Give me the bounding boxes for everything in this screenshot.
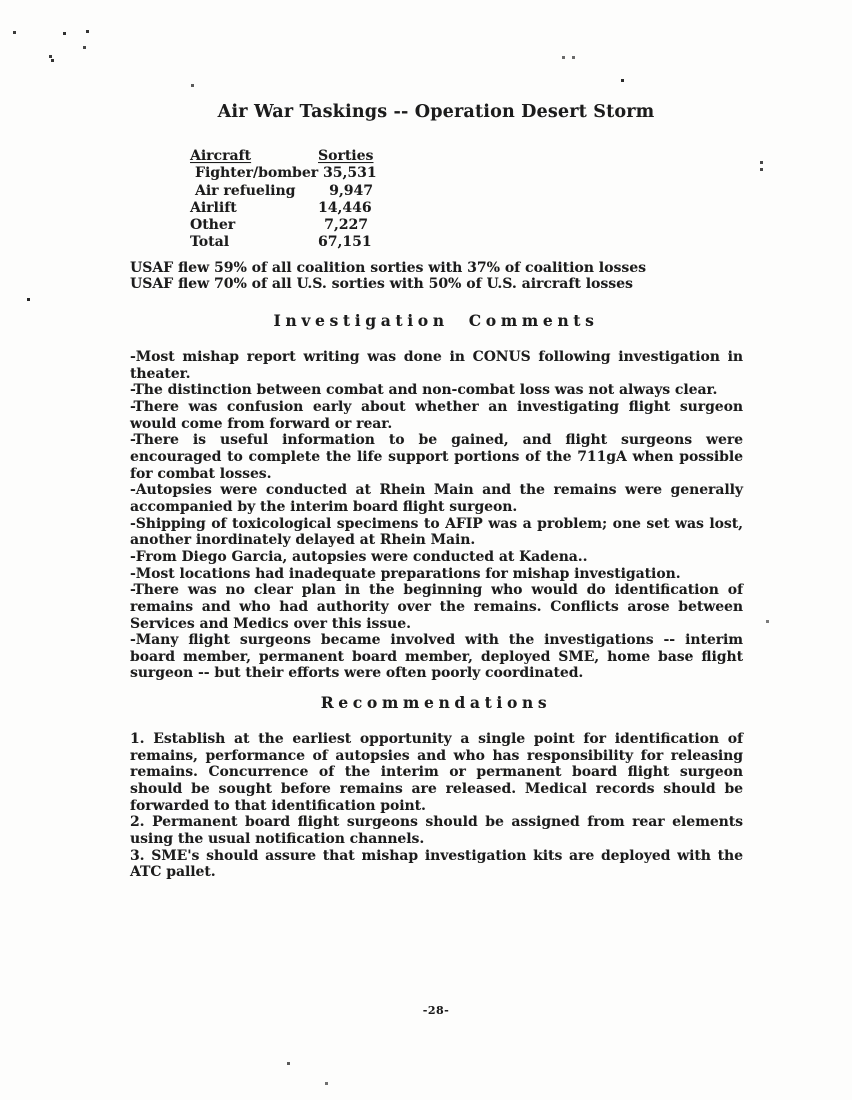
aircraft-cell: Airlift xyxy=(190,199,237,216)
summary-line: USAF flew 59% of all coalition sorties with 37% of coalition losses xyxy=(130,260,647,276)
recommendation-paragraph: 3. SME's should assure that mishap investigation kits are deployed with the ATC pallet. xyxy=(130,847,743,881)
sorties-cell: 35,531 xyxy=(323,165,377,182)
aircraft-cell: Fighter/bomber xyxy=(195,165,319,182)
sorties-table-header xyxy=(190,148,373,165)
column-header-sorties: Sorties xyxy=(318,148,374,164)
comment-paragraph: -From Diego Garcia, autopsies were conducted at Kadena.. xyxy=(130,548,588,565)
comment-paragraph: -Shipping of toxicological specimens to AFIP was a problem; one set was lost, another inordinately delayed at Rhein Main. xyxy=(130,515,743,549)
comment-paragraph: -Most mishap report writing was done in CONUS following investigation in theater. xyxy=(130,349,743,382)
aircraft-cell: Other xyxy=(190,217,236,234)
section-heading-recommendations: Recommendations xyxy=(320,693,552,712)
sorties-cell: 14,446 xyxy=(318,199,372,216)
recommendations-body xyxy=(130,731,743,881)
comment-paragraph: -There is useful information to be gained, and flight surgeons were encouraged to complete the life support portions of the 711gA when possible for combat losses. xyxy=(130,432,743,482)
document-title: Air War Taskings -- Operation Desert Storm xyxy=(217,102,655,122)
comment-paragraph: -Autopsies were conducted at Rhein Main and the remains were generally accompanied by the interim board flight surgeon. xyxy=(130,482,743,515)
summary-line: USAF flew 70% of all U.S. sorties with 50% of U.S. aircraft losses xyxy=(130,275,633,292)
comment-paragraph: -There was confusion early about whether an investigating flight surgeon would come from forward or rear. xyxy=(130,398,743,432)
sorties-cell: 9,947 xyxy=(329,182,373,199)
page-number: -28- xyxy=(422,1004,450,1017)
comment-paragraph: -The distinction between combat and non-combat loss was not always clear. xyxy=(130,382,718,399)
table-row xyxy=(190,165,377,182)
aircraft-cell: Total xyxy=(190,234,230,251)
comment-paragraph: -Many flight surgeons became involved with the investigations -- interim board member, permanent board member, deployed SME, home base flight surgeon -- but their efforts were often poorly coordinated. xyxy=(130,632,743,682)
investigation-comments-body xyxy=(130,349,743,682)
sorties-table xyxy=(190,148,377,252)
comment-paragraph: -There was no clear plan in the beginning who would do identification of remains and who had authority over the remains. Conflicts arose between Services and Medics over this issue. xyxy=(130,582,743,632)
sorties-cell: 7,227 xyxy=(324,217,368,234)
table-row xyxy=(190,183,373,200)
table-row-total xyxy=(190,234,373,251)
recommendation-paragraph: 1. Establish at the earliest opportunity a single point for identification of remains, performance of autopsies and who has responsibility for releasing remains. Concurrence of the interim or permanent board flight surgeon should be sought before remains are released. Medical records should be forwarded to that identification point. xyxy=(130,731,743,814)
section-heading-investigation-comments: Investigation Comments xyxy=(273,311,599,330)
table-row xyxy=(190,200,373,217)
column-header-aircraft: Aircraft xyxy=(190,148,252,164)
recommendation-paragraph: 2. Permanent board flight surgeons should be assigned from rear elements using the usual notification channels. xyxy=(130,814,743,847)
scan-noise-specks xyxy=(0,0,3,3)
usaf-summary xyxy=(130,261,770,293)
sorties-cell: 67,151 xyxy=(318,234,372,251)
table-row xyxy=(190,217,373,234)
comment-paragraph: -Most locations had inadequate preparations for mishap investigation. xyxy=(130,565,681,582)
aircraft-cell: Air refueling xyxy=(195,182,296,199)
